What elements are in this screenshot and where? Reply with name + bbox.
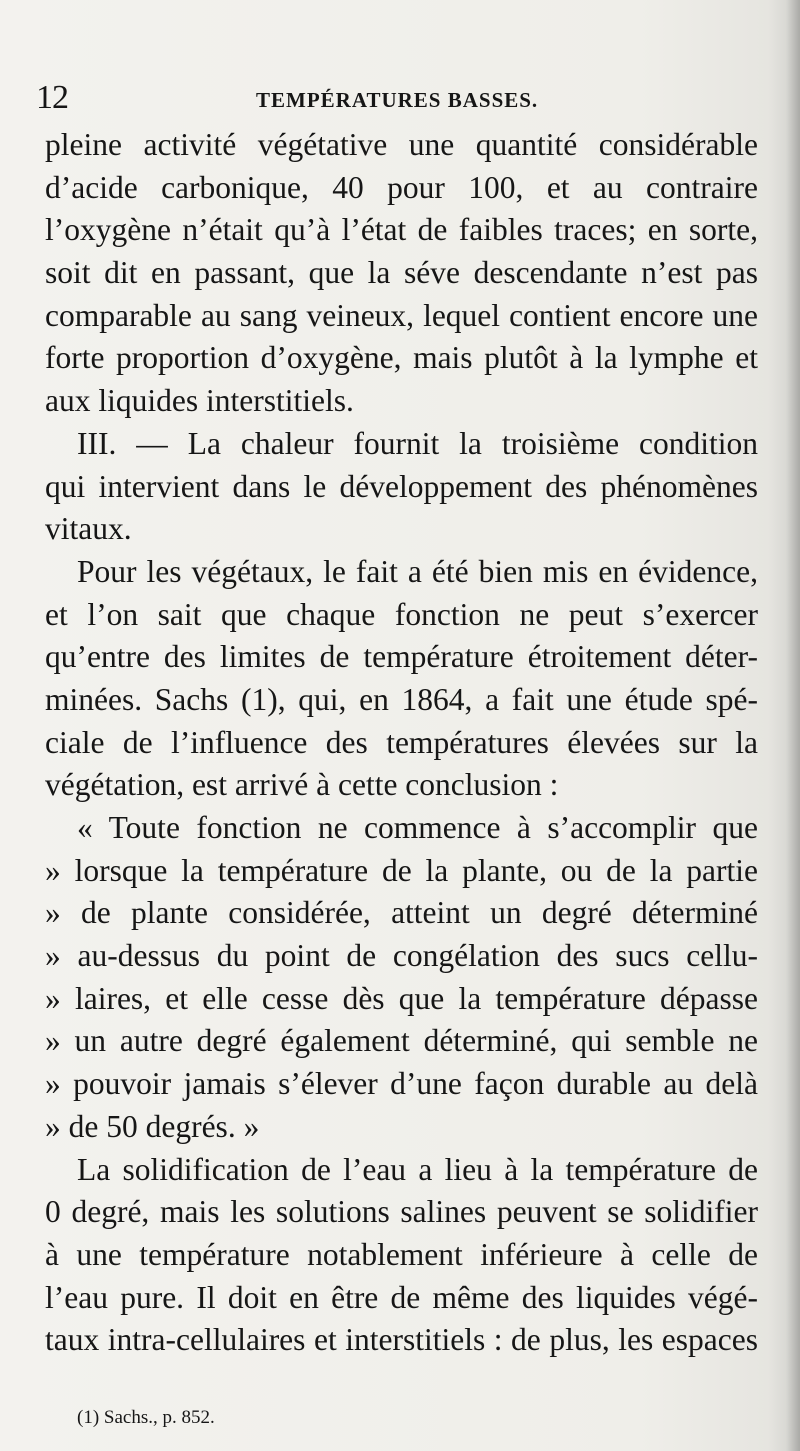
text-line: végétation, est arrivé à cette conclusion : — [45, 767, 559, 803]
text-line: ciale de l’influence des températures élevées sur la — [45, 724, 758, 760]
quote-line: » de 50 degrés. » — [45, 1108, 260, 1144]
text-line: l’eau pure. Il doit en être de même des liquides végé- — [45, 1279, 758, 1315]
text-line: qui intervient dans le développement des phénomènes — [45, 468, 758, 504]
paragraph-start-line: Pour les végétaux, le fait a été bien mis en évidence, — [77, 553, 758, 589]
page-edge-shadow — [786, 0, 800, 1451]
quote-line: « Toute fonction ne commence à s’accomplir que — [77, 810, 758, 845]
quote-line: » un autre degré également déterminé, qui semble ne — [45, 1023, 758, 1059]
text-line: d’acide carbonique, 40 pour 100, et au contraire — [45, 169, 758, 205]
paragraph-start-line: La solidification de l’eau a lieu à la température de — [77, 1151, 758, 1187]
text-line: aux liquides interstitiels. — [45, 383, 354, 419]
text-line: minées. Sachs (1), qui, en 1864, a fait une étude spé- — [45, 681, 758, 717]
text-line: 0 degré, mais les solutions salines peuvent se solidifier — [45, 1194, 758, 1230]
text-line: et l’on sait que chaque fonction ne peut s’exercer — [45, 596, 758, 632]
quote-line: » au-dessus du point de congélation des sucs cellu- — [45, 938, 758, 974]
quote-line: » laires, et elle cesse dès que la température dépasse — [45, 980, 758, 1016]
body-text — [45, 124, 758, 1362]
running-title: TEMPÉRATURES BASSES. — [256, 88, 539, 112]
text-line: qu’entre des limites de température étroitement déter- — [45, 639, 758, 675]
quote-line: » pouvoir jamais s’élever d’une façon durable au delà — [45, 1066, 758, 1102]
text-line: taux intra-cellulaires et interstitiels : de plus, les espaces — [45, 1322, 758, 1358]
text-line: forte proportion d’oxygène, mais plutôt à la lymphe et — [45, 340, 758, 376]
quote-line: » de plante considérée, atteint un degré déterminé — [45, 895, 758, 931]
text-line: comparable au sang veineux, lequel contient encore une — [45, 297, 758, 333]
footnote: (1) Sachs., p. 852. — [77, 1407, 215, 1428]
page-number: 12 — [36, 79, 68, 116]
text-line: à une température notablement inférieure à celle de — [45, 1236, 758, 1272]
quote-line: » lorsque la température de la plante, ou de la partie — [45, 852, 758, 888]
page-header — [36, 78, 736, 118]
text-line: soit dit en passant, que la séve descendante n’est pas — [45, 255, 758, 291]
text-line: l’oxygène n’était qu’à l’état de faibles traces; en sorte, — [45, 212, 758, 248]
text-line: vitaux. — [45, 511, 132, 547]
text-line: pleine activité végétative une quantité considérable — [45, 127, 758, 162]
section-heading-line: III. — La chaleur fournit la troisième condition — [77, 425, 758, 461]
